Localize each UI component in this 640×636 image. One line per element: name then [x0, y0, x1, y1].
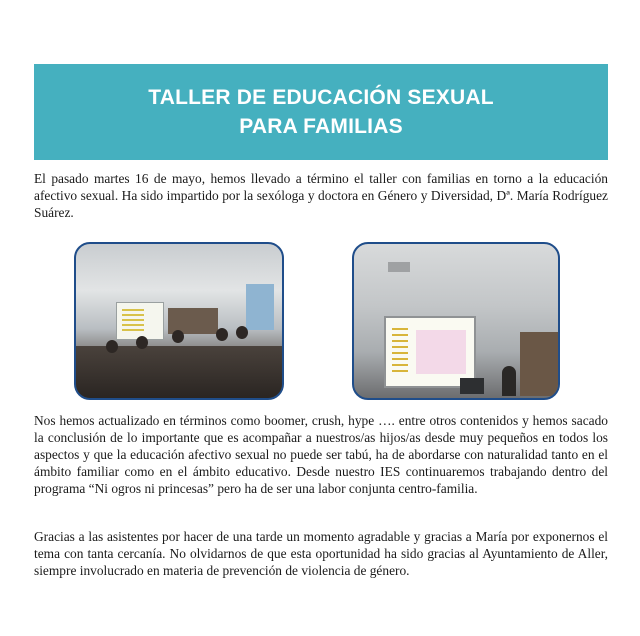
- attendee-head: [106, 340, 118, 353]
- attendee-head: [216, 328, 228, 341]
- attendee-head: [236, 326, 248, 339]
- audience: [76, 346, 282, 398]
- workshop-audience-photo: [74, 242, 284, 400]
- speaker-presentation-photo: [352, 242, 560, 400]
- computer-monitor: [460, 378, 484, 394]
- attendee-head: [136, 336, 148, 349]
- thanks-paragraph: Gracias a las asistentes por hacer de una tarde un momento agradable y gracias a María por exponernos el tema con tanta cercanía. No olvidarnos de que esta oportunidad ha sido gracias al Ayuntamiento de Aller, siempre involucrado en materia de prevención de violencia de género.: [34, 529, 608, 578]
- window: [246, 284, 274, 330]
- title-line-2: PARA FAMILIAS: [239, 115, 403, 138]
- attendee-head: [172, 330, 184, 343]
- intro-paragraph: El pasado martes 16 de mayo, hemos llevado a término el taller con familias en torno a la educación afectivo sexual. Ha sido impartido por la sexóloga y doctora en Género y Diversidad, Dª. María Rodríguez Suárez.: [34, 171, 608, 220]
- title-line-1: TALLER DE EDUCACIÓN SEXUAL: [148, 86, 494, 109]
- content-paragraph: Nos hemos actualizado en términos como boomer, crush, hype …. entre otros contenidos y hemos sacado la conclusión de lo importante que es acompañar a nuestros/as hijos/as desde muy pequeños en todos los aspectos y que la educación afectivo sexual no puede ser tabú, ha de abordarse con naturalidad tanto en el ámbito familiar como en el ámbito educativo. Desde nuestro IES continuaremos trabajando dentro del programa “Ni ogros ni princesas” pero ha de ser una labor conjunta centro-familia.: [34, 413, 608, 496]
- projector: [388, 262, 410, 272]
- title-banner: [34, 64, 608, 160]
- speaker: [502, 366, 516, 396]
- projection-screen: [116, 302, 164, 340]
- cabinet: [520, 332, 558, 396]
